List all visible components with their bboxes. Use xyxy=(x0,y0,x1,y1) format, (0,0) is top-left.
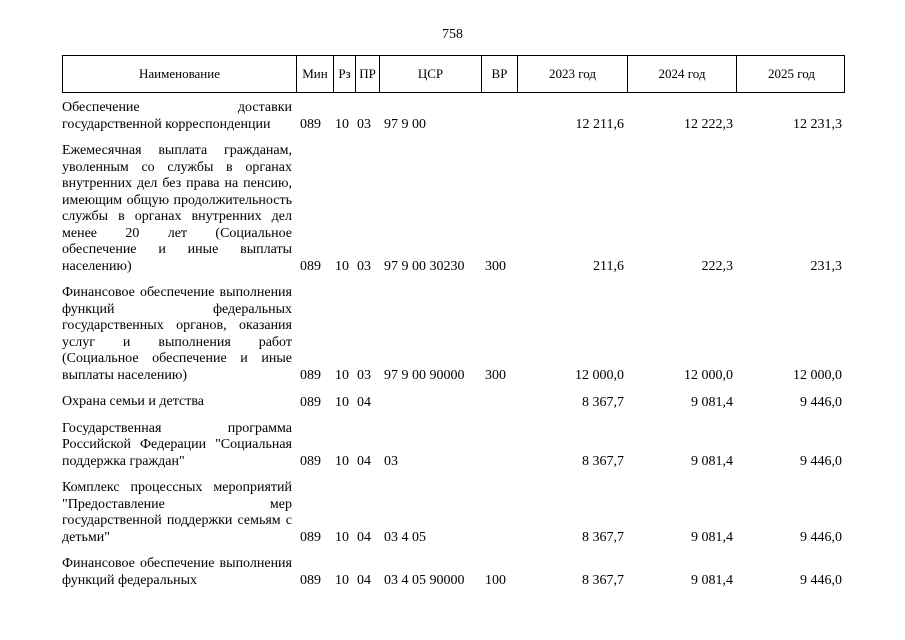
cell-pr: 03 xyxy=(357,117,371,132)
cell-y2025: 9 446,0 xyxy=(800,530,842,545)
header-2023: 2023 год xyxy=(517,56,627,92)
cell-y2023: 211,6 xyxy=(593,259,624,274)
cell-y2024: 12 000,0 xyxy=(684,368,733,383)
cell-y2023: 12 000,0 xyxy=(575,368,624,383)
row-name: Финансовое обеспечение выполнения функций федеральных xyxy=(62,556,292,588)
cell-min: 089 xyxy=(300,573,321,588)
cell-y2023: 12 211,6 xyxy=(575,117,624,132)
cell-csr: 97 9 00 30230 xyxy=(384,259,465,274)
cell-rz: 10 xyxy=(335,259,349,274)
cell-y2025: 12 000,0 xyxy=(793,368,842,383)
cell-csr: 03 4 05 xyxy=(384,530,426,545)
cell-y2025: 231,3 xyxy=(810,259,842,274)
table-body xyxy=(62,100,845,599)
cell-csr: 03 4 05 90000 xyxy=(384,573,465,588)
table-row xyxy=(62,143,845,275)
cell-y2023: 8 367,7 xyxy=(582,573,624,588)
cell-min: 089 xyxy=(300,454,321,469)
cell-y2025: 9 446,0 xyxy=(800,454,842,469)
cell-pr: 03 xyxy=(357,368,371,383)
row-name: Финансовое обеспечение выполнения функций федеральных государственных органов, оказания услуг и выполнения работ (Социальное обеспечение и иные выплаты населению) xyxy=(62,285,292,383)
row-name: Комплекс процессных мероприятий "Предоставление мер государственной поддержки семьям с детьми" xyxy=(62,480,292,545)
cell-rz: 10 xyxy=(335,117,349,132)
cell-vr: 300 xyxy=(485,259,506,274)
header-pr: ПР xyxy=(355,56,379,92)
header-2025: 2025 год xyxy=(736,56,846,92)
cell-rz: 10 xyxy=(335,368,349,383)
header-rz: Рз xyxy=(333,56,355,92)
cell-rz: 10 xyxy=(335,454,349,469)
cell-min: 089 xyxy=(300,394,321,410)
cell-rz: 10 xyxy=(335,530,349,545)
row-name: Охрана семьи и детства xyxy=(62,394,204,409)
cell-pr: 04 xyxy=(357,454,371,469)
header-csr: ЦСР xyxy=(379,56,481,92)
cell-vr: 100 xyxy=(485,573,506,588)
table-row xyxy=(62,480,845,546)
cell-pr: 04 xyxy=(357,573,371,588)
cell-y2024: 222,3 xyxy=(701,259,733,274)
table-row xyxy=(62,100,845,133)
cell-y2025: 12 231,3 xyxy=(793,117,842,132)
cell-csr: 97 9 00 xyxy=(384,117,426,132)
header-vr: ВР xyxy=(481,56,517,92)
cell-y2024: 9 081,4 xyxy=(691,454,733,469)
cell-min: 089 xyxy=(300,368,321,383)
header-name: Наименование xyxy=(139,66,220,81)
cell-csr: 03 xyxy=(384,454,398,469)
cell-pr: 03 xyxy=(357,259,371,274)
row-name: Государственная программа Российской Федерации "Социальная поддержка граждан" xyxy=(62,420,292,469)
table-row xyxy=(62,556,845,589)
cell-y2024: 9 081,4 xyxy=(691,530,733,545)
cell-min: 089 xyxy=(300,530,321,545)
cell-y2025: 9 446,0 xyxy=(800,573,842,588)
table-row xyxy=(62,285,845,384)
cell-y2024: 9 081,4 xyxy=(691,573,733,588)
cell-vr: 300 xyxy=(485,368,506,383)
cell-rz: 10 xyxy=(335,394,349,410)
table-header xyxy=(62,55,845,93)
table-row xyxy=(62,394,845,411)
page-number: 758 xyxy=(442,27,463,42)
cell-y2023: 8 367,7 xyxy=(582,454,624,469)
cell-pr: 04 xyxy=(357,394,371,410)
cell-rz: 10 xyxy=(335,573,349,588)
cell-y2023: 8 367,7 xyxy=(582,530,624,545)
table-row xyxy=(62,421,845,471)
cell-min: 089 xyxy=(300,117,321,132)
cell-y2024: 12 222,3 xyxy=(684,117,733,132)
row-name: Обеспечение доставки государственной корреспонденции xyxy=(62,100,292,132)
cell-pr: 04 xyxy=(357,530,371,545)
cell-min: 089 xyxy=(300,259,321,274)
cell-y2024: 9 081,4 xyxy=(691,394,733,410)
cell-y2023: 8 367,7 xyxy=(582,394,624,410)
cell-y2025: 9 446,0 xyxy=(800,394,842,410)
cell-csr: 97 9 00 90000 xyxy=(384,368,465,383)
row-name: Ежемесячная выплата гражданам, уволенным со службы в органах внутренних дел без права на пенсию, имеющим общую продолжительность службы в органах внутренних дел менее 20 лет (Социальное обеспечение и иные выплаты населению) xyxy=(62,143,292,274)
header-2024: 2024 год xyxy=(627,56,736,92)
header-min: Мин xyxy=(296,56,333,92)
